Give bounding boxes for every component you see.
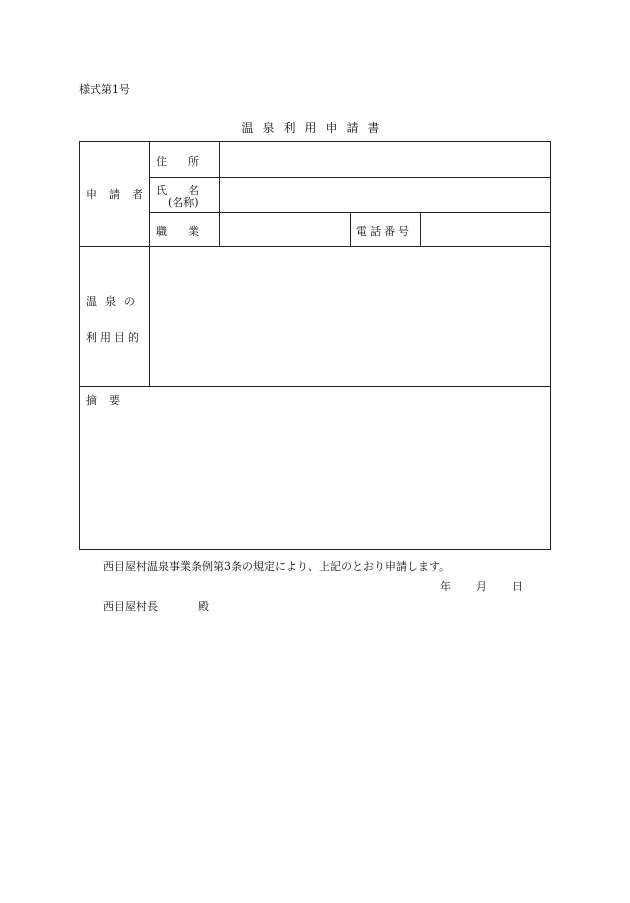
- date-year: 年: [440, 580, 451, 593]
- phone-label: 電話番号: [356, 225, 412, 238]
- column-divider: [149, 142, 150, 386]
- column-divider: [420, 212, 421, 246]
- addressee-name: 西目屋村長: [103, 600, 158, 613]
- document-title: 温泉利用申請書: [241, 121, 389, 135]
- name-label: 氏名: [156, 184, 220, 197]
- date-day: 日: [512, 580, 523, 593]
- applicant-label: 申請者: [86, 188, 155, 201]
- addressee-honorific: 殿: [198, 600, 209, 613]
- summary-label: 摘要: [86, 394, 132, 407]
- application-form-table: [79, 141, 551, 550]
- application-statement: 西目屋村温泉事業条例第3条の規定により、上記のとおり申請します。: [103, 560, 451, 573]
- occupation-label: 職業: [156, 225, 220, 238]
- row-divider: [149, 177, 551, 178]
- name-sub-label: (名称): [168, 196, 199, 209]
- column-divider: [350, 212, 351, 246]
- purpose-label-line2: 利用目的: [86, 331, 142, 344]
- date-month: 月: [476, 580, 487, 593]
- address-label: 住所: [156, 155, 220, 168]
- purpose-label-line1: 温泉の: [86, 295, 143, 308]
- date-line: [440, 578, 523, 594]
- form-number: 様式第1号: [79, 83, 130, 96]
- row-divider: [80, 386, 551, 387]
- addressee: [103, 598, 209, 614]
- row-divider: [80, 246, 551, 247]
